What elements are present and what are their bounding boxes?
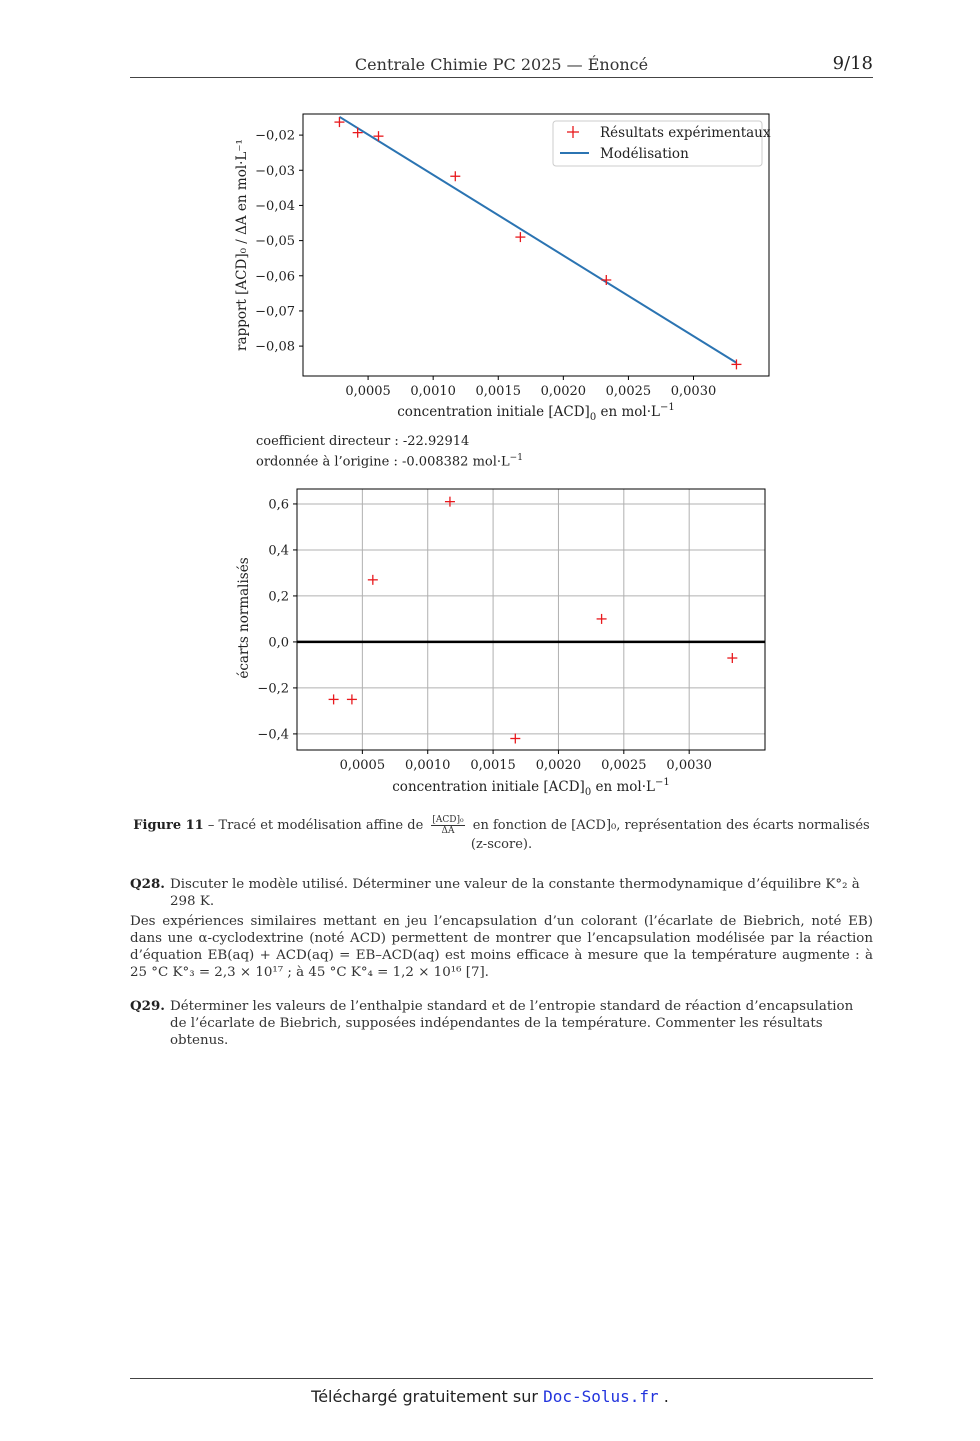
data-point [368,575,378,585]
x-tick-label: 0,0015 [470,758,516,773]
x-axis-label: concentration initiale $[ACD]_0$ en $mol\cdot L^{-1}$ [392,777,670,798]
y-tick-label: −0,03 [255,163,295,179]
y-tick-label: −0,02 [255,128,295,144]
page-number: 9/18 [832,53,873,74]
slope-text: coefficient directeur : -22.92914 [256,434,470,449]
question-number: Q29. [130,998,165,1014]
y-axis-label: écarts normalisés [236,557,252,679]
figure-label: Figure 11 [133,818,204,833]
question-number: Q28. [130,876,165,892]
data-point [450,171,460,181]
x-tick-label: 0,0005 [339,758,386,773]
caption-fraction: $\frac{\text{[ACD]₀}}{\Delta A}$ [432,815,464,836]
data-point [510,734,520,744]
legend-label-experimental: Résultats expérimentaux [600,125,771,141]
x-axis-label: concentration initiale $[ACD]_0$ en $mol\cdot L^{-1}$ [397,402,675,423]
plot-frame [297,489,765,750]
intercept-text: ordonnée à l’origine : -0.008382 $mol\cdot L^{-1}$ [256,453,523,470]
x-tick-label: 0,0030 [670,384,717,399]
chart-legend [553,121,771,166]
footer [0,1387,980,1406]
question-29 [130,998,873,1048]
data-point [347,694,357,704]
x-tick-label: 0,0025 [605,384,652,399]
y-tick-label: −0,4 [257,727,289,743]
x-tick-label: 0,0020 [535,758,582,773]
y-tick-label: −0,08 [255,339,295,355]
footer-rule [130,1378,873,1379]
legend-label-model: Modélisation [600,146,689,162]
context-paragraph: Des expériences similaires mettant en jeu l’encapsulation d’un colorant (l’écarlate de Biebrich, noté EB) dans une α-cyclodextrine (noté ACD) permettent de montrer que l’encapsulation modélisée par la réaction d’équation EB(aq) + ACD(aq) = EB–ACD(aq) est moins efficace à mesure que la température augmente : à 25 °C K°₃ = 2,3 × 10¹⁷ ; à 45 °C K°₄ = 1,2 × 10¹⁶ [7]. [130,914,873,980]
x-tick-label: 0,0010 [404,758,451,773]
data-point [597,614,607,624]
data-point [445,497,455,507]
data-point [329,694,339,704]
y-tick-label: 0,6 [268,497,289,513]
question-text: Discuter le modèle utilisé. Déterminer une valeur de la constante thermodynamique d’équilibre K°₂ à 298 K. [170,877,860,909]
header-title: Centrale Chimie PC 2025 — Énoncé [354,55,649,74]
y-tick-label: −0,06 [255,269,295,285]
footer-text: Téléchargé gratuitement sur [311,1387,544,1406]
data-point [727,653,737,663]
footer-end: . [658,1387,669,1406]
y-axis-label: rapport [ACD]₀ / ΔA en mol·L⁻¹ [234,139,250,351]
caption-line2: (z-score). [470,837,533,852]
y-tick-label: −0,2 [257,681,289,697]
x-tick-label: 0,0020 [540,384,587,399]
y-tick-label: 0,2 [268,589,289,605]
caption-text: – Tracé et modélisation affine de [203,818,428,833]
x-tick-label: 0,0025 [601,758,647,773]
fit-results [256,434,523,470]
residuals-chart [0,470,980,810]
y-tick-label: 0,0 [268,635,289,651]
data-point [515,232,525,242]
y-tick-label: −0,04 [255,198,295,214]
x-tick-label: 0,0005 [345,384,391,399]
footer-link[interactable]: Doc-Solus.fr [543,1387,659,1406]
x-tick-label: 0,0015 [475,384,522,399]
question-text: Déterminer les valeurs de l’enthalpie standard et de l’entropie standard de réaction d’encapsulation de l’écarlate de Biebrich, supposées indépendantes de la température. Commenter les résultats obtenus. [170,999,854,1048]
x-tick-label: 0,0030 [666,758,712,773]
ratio-chart [0,0,980,430]
question-28 [130,876,873,909]
y-tick-label: −0,07 [255,304,295,320]
y-tick-label: 0,4 [268,543,289,559]
figure-caption [130,815,873,854]
caption-text-end: en fonction de [ACD]₀, représentation des écarts normalisés [468,818,870,833]
x-tick-label: 0,0010 [410,384,456,399]
y-tick-label: −0,05 [255,234,295,250]
